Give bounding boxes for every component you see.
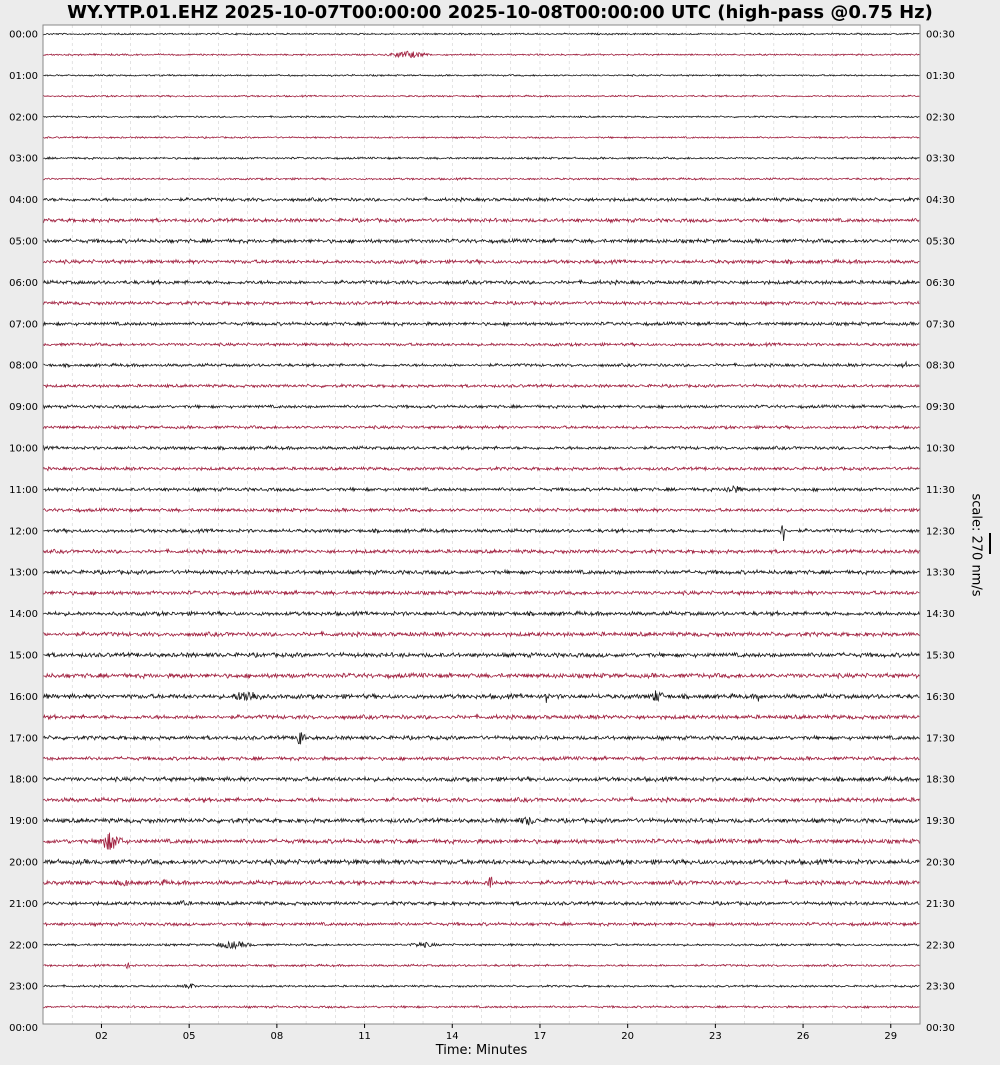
left-time-label: 20:00 — [9, 857, 38, 869]
x-tick-label: 26 — [796, 1031, 810, 1042]
x-tick-label: 11 — [358, 1031, 371, 1042]
left-time-label: 00:00 — [9, 29, 38, 41]
right-time-label: 20:30 — [926, 857, 955, 869]
left-time-label: 04:00 — [9, 195, 38, 207]
scale-bar — [989, 533, 991, 554]
left-time-label: 17:00 — [9, 733, 38, 745]
right-time-label: 12:30 — [926, 526, 955, 538]
left-time-label: 15:00 — [9, 650, 38, 662]
right-time-label: 16:30 — [926, 691, 955, 703]
x-tick-label: 23 — [708, 1031, 722, 1042]
right-time-label: 02:30 — [926, 112, 955, 124]
right-time-label: 00:30 — [926, 29, 955, 41]
right-time-label: 19:30 — [926, 816, 955, 828]
left-time-label: 11:00 — [9, 484, 38, 496]
chart-title: WY.YTP.01.EHZ 2025-10-07T00:00:00 2025-10-08T00:00:00 UTC (high-pass @0.75 Hz) — [67, 2, 933, 23]
left-time-labels — [9, 30, 38, 1035]
left-time-label: 16:00 — [9, 691, 38, 703]
left-time-label: 18:00 — [9, 774, 38, 786]
left-time-label: 05:00 — [9, 236, 38, 248]
right-time-label: 18:30 — [926, 774, 955, 786]
right-time-label: 10:30 — [926, 443, 955, 455]
right-time-label: 14:30 — [926, 609, 955, 621]
left-time-label: 13:00 — [9, 567, 38, 579]
right-time-label: 01:30 — [926, 70, 955, 82]
left-time-label: 07:00 — [9, 319, 38, 331]
left-time-label: 02:00 — [9, 112, 38, 124]
right-time-label: 09:30 — [926, 402, 955, 414]
right-time-label: 17:30 — [926, 733, 955, 745]
right-time-label: 13:30 — [926, 567, 955, 579]
x-tick-label: 14 — [445, 1031, 459, 1042]
left-time-label: 22:00 — [9, 940, 38, 952]
right-time-label: 06:30 — [926, 277, 955, 289]
left-time-label: 06:00 — [9, 277, 38, 289]
x-axis-ticks — [95, 1024, 897, 1042]
right-time-label: 05:30 — [926, 236, 955, 248]
left-time-label: 09:00 — [9, 402, 38, 414]
right-time-label: 23:30 — [926, 981, 955, 993]
left-time-label: 01:00 — [9, 70, 38, 82]
right-time-label: 08:30 — [926, 360, 955, 372]
left-time-label: 21:00 — [9, 898, 38, 910]
x-tick-label: 05 — [182, 1031, 196, 1042]
right-time-label: 22:30 — [926, 940, 955, 952]
x-tick-label: 29 — [884, 1031, 898, 1042]
left-time-label: 23:00 — [9, 981, 38, 993]
x-axis-label: Time: Minutes — [435, 1043, 528, 1058]
left-time-label: 00:00 — [9, 1023, 38, 1035]
right-time-label: 00:30 — [926, 1023, 955, 1035]
left-time-label: 14:00 — [9, 609, 38, 621]
x-tick-label: 02 — [95, 1031, 108, 1042]
left-time-label: 19:00 — [9, 816, 38, 828]
right-time-label: 11:30 — [926, 484, 955, 496]
scale-label: scale: 270 nm/s — [968, 493, 984, 597]
right-time-label: 21:30 — [926, 898, 955, 910]
left-time-label: 10:00 — [9, 443, 38, 455]
right-time-label: 15:30 — [926, 650, 955, 662]
right-time-label: 04:30 — [926, 195, 955, 207]
x-tick-label: 20 — [621, 1031, 635, 1042]
x-tick-label: 08 — [270, 1031, 284, 1042]
right-time-label: 07:30 — [926, 319, 955, 331]
left-time-label: 03:00 — [9, 153, 38, 165]
left-time-label: 08:00 — [9, 360, 38, 372]
right-time-labels — [926, 30, 955, 1035]
right-time-label: 03:30 — [926, 153, 955, 165]
x-tick-label: 17 — [533, 1031, 547, 1042]
left-time-label: 12:00 — [9, 526, 38, 538]
